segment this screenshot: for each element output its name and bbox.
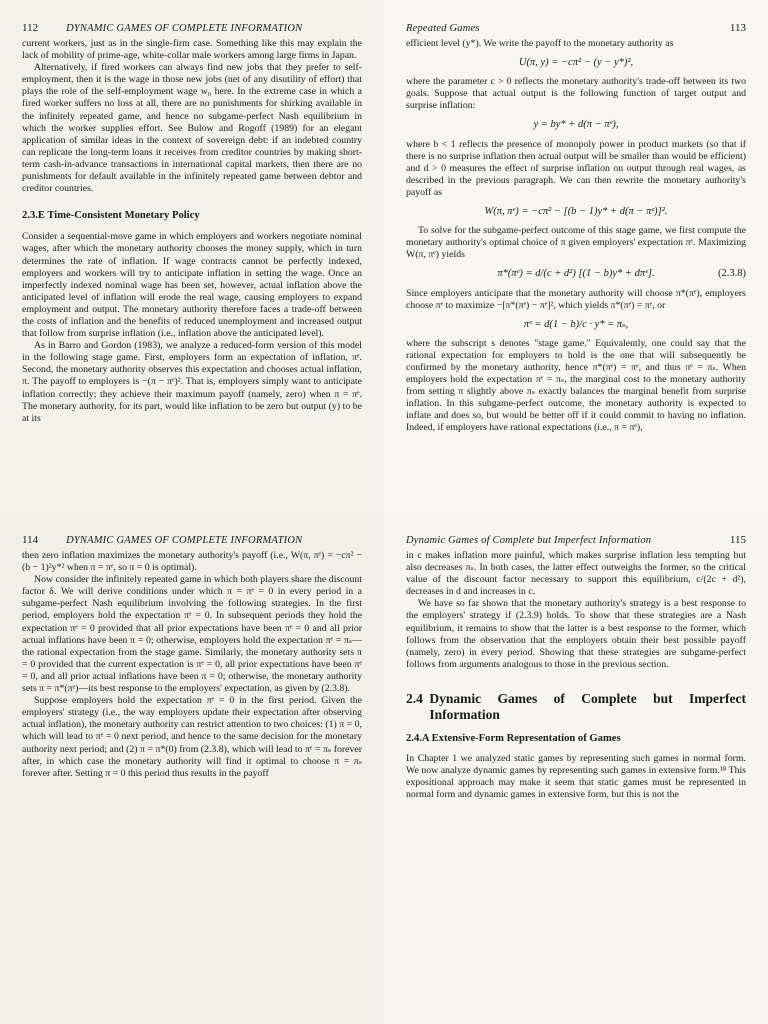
page-header — [22, 0, 362, 38]
equation: y = by* + d(π − πᵉ), — [533, 119, 619, 131]
running-title: Dynamic Games of Complete but Imperfect Information — [406, 535, 652, 546]
running-title: DYNAMIC GAMES OF COMPLETE INFORMATION — [66, 23, 303, 34]
paragraph: then zero inflation maximizes the monetary authority's payoff (i.e., W(π, πᵉ) = −cπ² − (b − 1)²y*² when π = πᵉ, so π = 0 is optimal). — [22, 550, 362, 574]
page-number: 112 — [22, 22, 39, 34]
paragraph: To solve for the subgame-perfect outcome of this stage game, we first compute the monetary authority's optimal choice of π given employers' expectation πᵉ. Maximizing W(π, πᵉ) yields — [406, 225, 746, 261]
paragraph: current workers, just as in the single-firm case. Something like this may explain the lack of mobility of prime-age, white-collar male workers among large firms in Japan. — [22, 38, 362, 62]
equation-body: π*(πᵉ) = d/(c + d²) [(1 − b)y* + dπᵉ]. — [497, 268, 655, 280]
page-body — [406, 38, 746, 435]
paragraph: where the parameter c > 0 reflects the monetary authority's trade-off between its two goals. Suppose that actual output is the following function of target output and surprise inflation: — [406, 76, 746, 112]
paragraph: Suppose employers hold the expectation πᵉ = 0 in the first period. Given the employers' strategy (i.e., the way employers update their expectation after observing actual inflation), the monetary authority can restrict attention to two choices: (1) π = 0, which will lead to πᵉ = 0 next period, and hence to the same decision for the monetary authority next period; and (2) π = π*(0) from (2.3.8), which will lead to πᵉ = πₛ forever after, in which case the monetary authority will find it optimal to choose π = πₛ forever after. Setting π = 0 this period thus results in the payoff — [22, 695, 362, 779]
subsection-heading: 2.4.A Extensive-Form Representation of Games — [406, 732, 621, 744]
paragraph: in c makes inflation more painful, which makes surprise inflation less tempting but also decreases πₛ. In both cases, the latter effect outweighs the former, so the critical value of the discount factor necessary to support this equilibrium, c/(2c + d²), decreases in d and increases in c. — [406, 550, 746, 598]
page-body — [22, 550, 362, 780]
page-112 — [0, 0, 384, 512]
paragraph: where b < 1 reflects the presence of monopoly power in product markets (so that if there is no surprise inflation then actual output will be smaller than would be efficient) and d > 0 measures the effect of surprise inflation on output through real wages, as described in the previous paragraph. We can then rewrite the monetary authority's payoff as — [406, 138, 746, 198]
paragraph: Alternatively, if fired workers can always find new jobs that they prefer to self-employment, then it is the wage in those new jobs (net of any disutility of effort) that plays the role of the self-employment wage w₀ here. In the extreme case in which a fired worker suffers no loss at all, there are no punishments for shirking available in the infinitely repeated game, and hence no subgame-perfect Nash equilibrium in which the worker supplies effort. See Bulow and Rogoff (1989) for an elegant application of similar ideas in the context of sovereign debt: if an indebted country can replicate the long-term loans it receives from creditor countries by making short-term cash-in-advance transactions in international capital markets, then there are no punishments for default available in the infinitely repeated game between debtor and creditor countries. — [22, 62, 362, 195]
section-heading — [406, 691, 746, 723]
running-title: Repeated Games — [406, 23, 480, 34]
page-number: 115 — [729, 534, 746, 546]
paragraph: In Chapter 1 we analyzed static games by representing such games in normal form. We now analyze dynamic games by representing such games in extensive form.¹⁸ This expositional approach may make it seem that static games must be represented in normal form and dynamic games in extensive form, but this is not the — [406, 753, 746, 801]
page-115 — [384, 512, 768, 1024]
equation: U(π, y) = −cπ² − (y − y*)², — [518, 57, 634, 69]
section-number: 2.4 — [406, 690, 423, 706]
equation: πᵉ = d(1 − b)/c · y* = πₛ, — [523, 318, 629, 330]
page-body — [22, 38, 362, 425]
equation-number: (2.3.8) — [718, 268, 746, 280]
paragraph: Consider a sequential-move game in which employers and workers negotiate nominal wages, after which the monetary authority chooses the money supply, which in turn determines the rate of inflation. If wage contracts cannot be perfectly indexed, employers and workers will try to anticipate inflation in setting the wage. Once an imperfectly indexed nominal wage has been set, however, actual inflation above the anticipated level of inflation will erode the real wage, causing employers to expand employment and output. The monetary authority therefore faces a trade-off between the costs of inflation and the benefits of reduced unemployment and increased output that follow from surprise inflation (i.e., inflation above the anticipated level). — [22, 231, 362, 340]
page-body — [406, 550, 746, 801]
section-heading: 2.3.E Time-Consistent Monetary Policy — [22, 210, 200, 222]
paragraph: We have so far shown that the monetary authority's strategy is a best response to the employers' strategy if (2.3.9) holds. To show that these strategies are a Nash equilibrium, it remains to show that the latter is a best response to the former, which follows from the observation that the employers obtain their best possible payoff (namely, zero) in every period. Showing that these strategies are subgame-perfect follows from arguments analogous to those in the previous section. — [406, 598, 746, 670]
running-title: DYNAMIC GAMES OF COMPLETE INFORMATION — [66, 535, 303, 546]
page-header — [406, 512, 746, 550]
page-header — [22, 512, 362, 550]
page-number: 114 — [22, 534, 39, 546]
page-header — [406, 0, 746, 38]
paragraph: efficient level (y*). We write the payoff to the monetary authority as — [406, 38, 674, 49]
equation-2-3-8 — [406, 268, 746, 280]
paragraph: Since employers anticipate that the monetary authority will choose π*(πᵉ), employers choose πᵉ to maximize −[π*(πᵉ) − πᵉ]², which yields π*(πᵉ) = πᵉ, or — [406, 287, 746, 311]
page-113 — [384, 0, 768, 512]
section-title: Dynamic Games of Complete but Imperfect Information — [429, 690, 746, 722]
paragraph: Now consider the infinitely repeated game in which both players share the discount factor δ. We will derive conditions under which π = πᵉ = 0 in every period in a subgame-perfect Nash equilibrium involving the following strategies. In the first period, employers hold the expectation πᵉ = 0. In subsequent periods they hold the expectation πᵉ = 0 provided that all prior expectations have been πᵉ = 0 and all prior actual inflations have been π = 0; otherwise, employers hold the expectation πᵉ = πₛ—the rational expectation from the stage game. Similarly, the monetary authority sets π = 0 provided that the current expectation is πᵉ = 0, all prior expectations have been πᵉ = 0, and all prior actual inflations have been π = 0; otherwise, the monetary authority sets π = π*(πᵉ)—its best response to the employers' expectation, as given by (2.3.8). — [22, 574, 362, 695]
page-114 — [0, 512, 384, 1024]
page-number: 113 — [729, 22, 746, 34]
equation: W(π, πᵉ) = −cπ² − [(b − 1)y* + d(π − πᵉ)]². — [484, 206, 668, 218]
paragraph: As in Barro and Gordon (1983), we analyze a reduced-form version of this model in the following stage game. First, employers form an expectation of inflation, πᵉ. Second, the monetary authority observes this expectation and chooses actual inflation, π. The payoff to employers is −(π − πᵉ)². That is, employers simply want to anticipate inflation correctly; they achieve their maximum payoff (namely, zero) when π = πᵉ. The monetary authority, for its part, would like inflation to be zero but output (y) to be at its — [22, 340, 362, 424]
paragraph: where the subscript s denotes "stage game." Equivalently, one could say that the rational expectation for employers to hold is the one that will subsequently be confirmed by the monetary authority, hence π*(πᵉ) = πᵉ, and thus πᵉ = πₛ. When employers hold the expectation πᵉ = πₛ, the marginal cost to the monetary authority from setting π slightly above πₛ exactly balances the marginal benefit from surprise inflation. In this subgame-perfect outcome, the monetary authority is expected to inflate and does so, but would be better off if it could commit to having no inflation. Indeed, if employers have rational expectations (i.e., π = πᵉ), — [406, 337, 746, 434]
